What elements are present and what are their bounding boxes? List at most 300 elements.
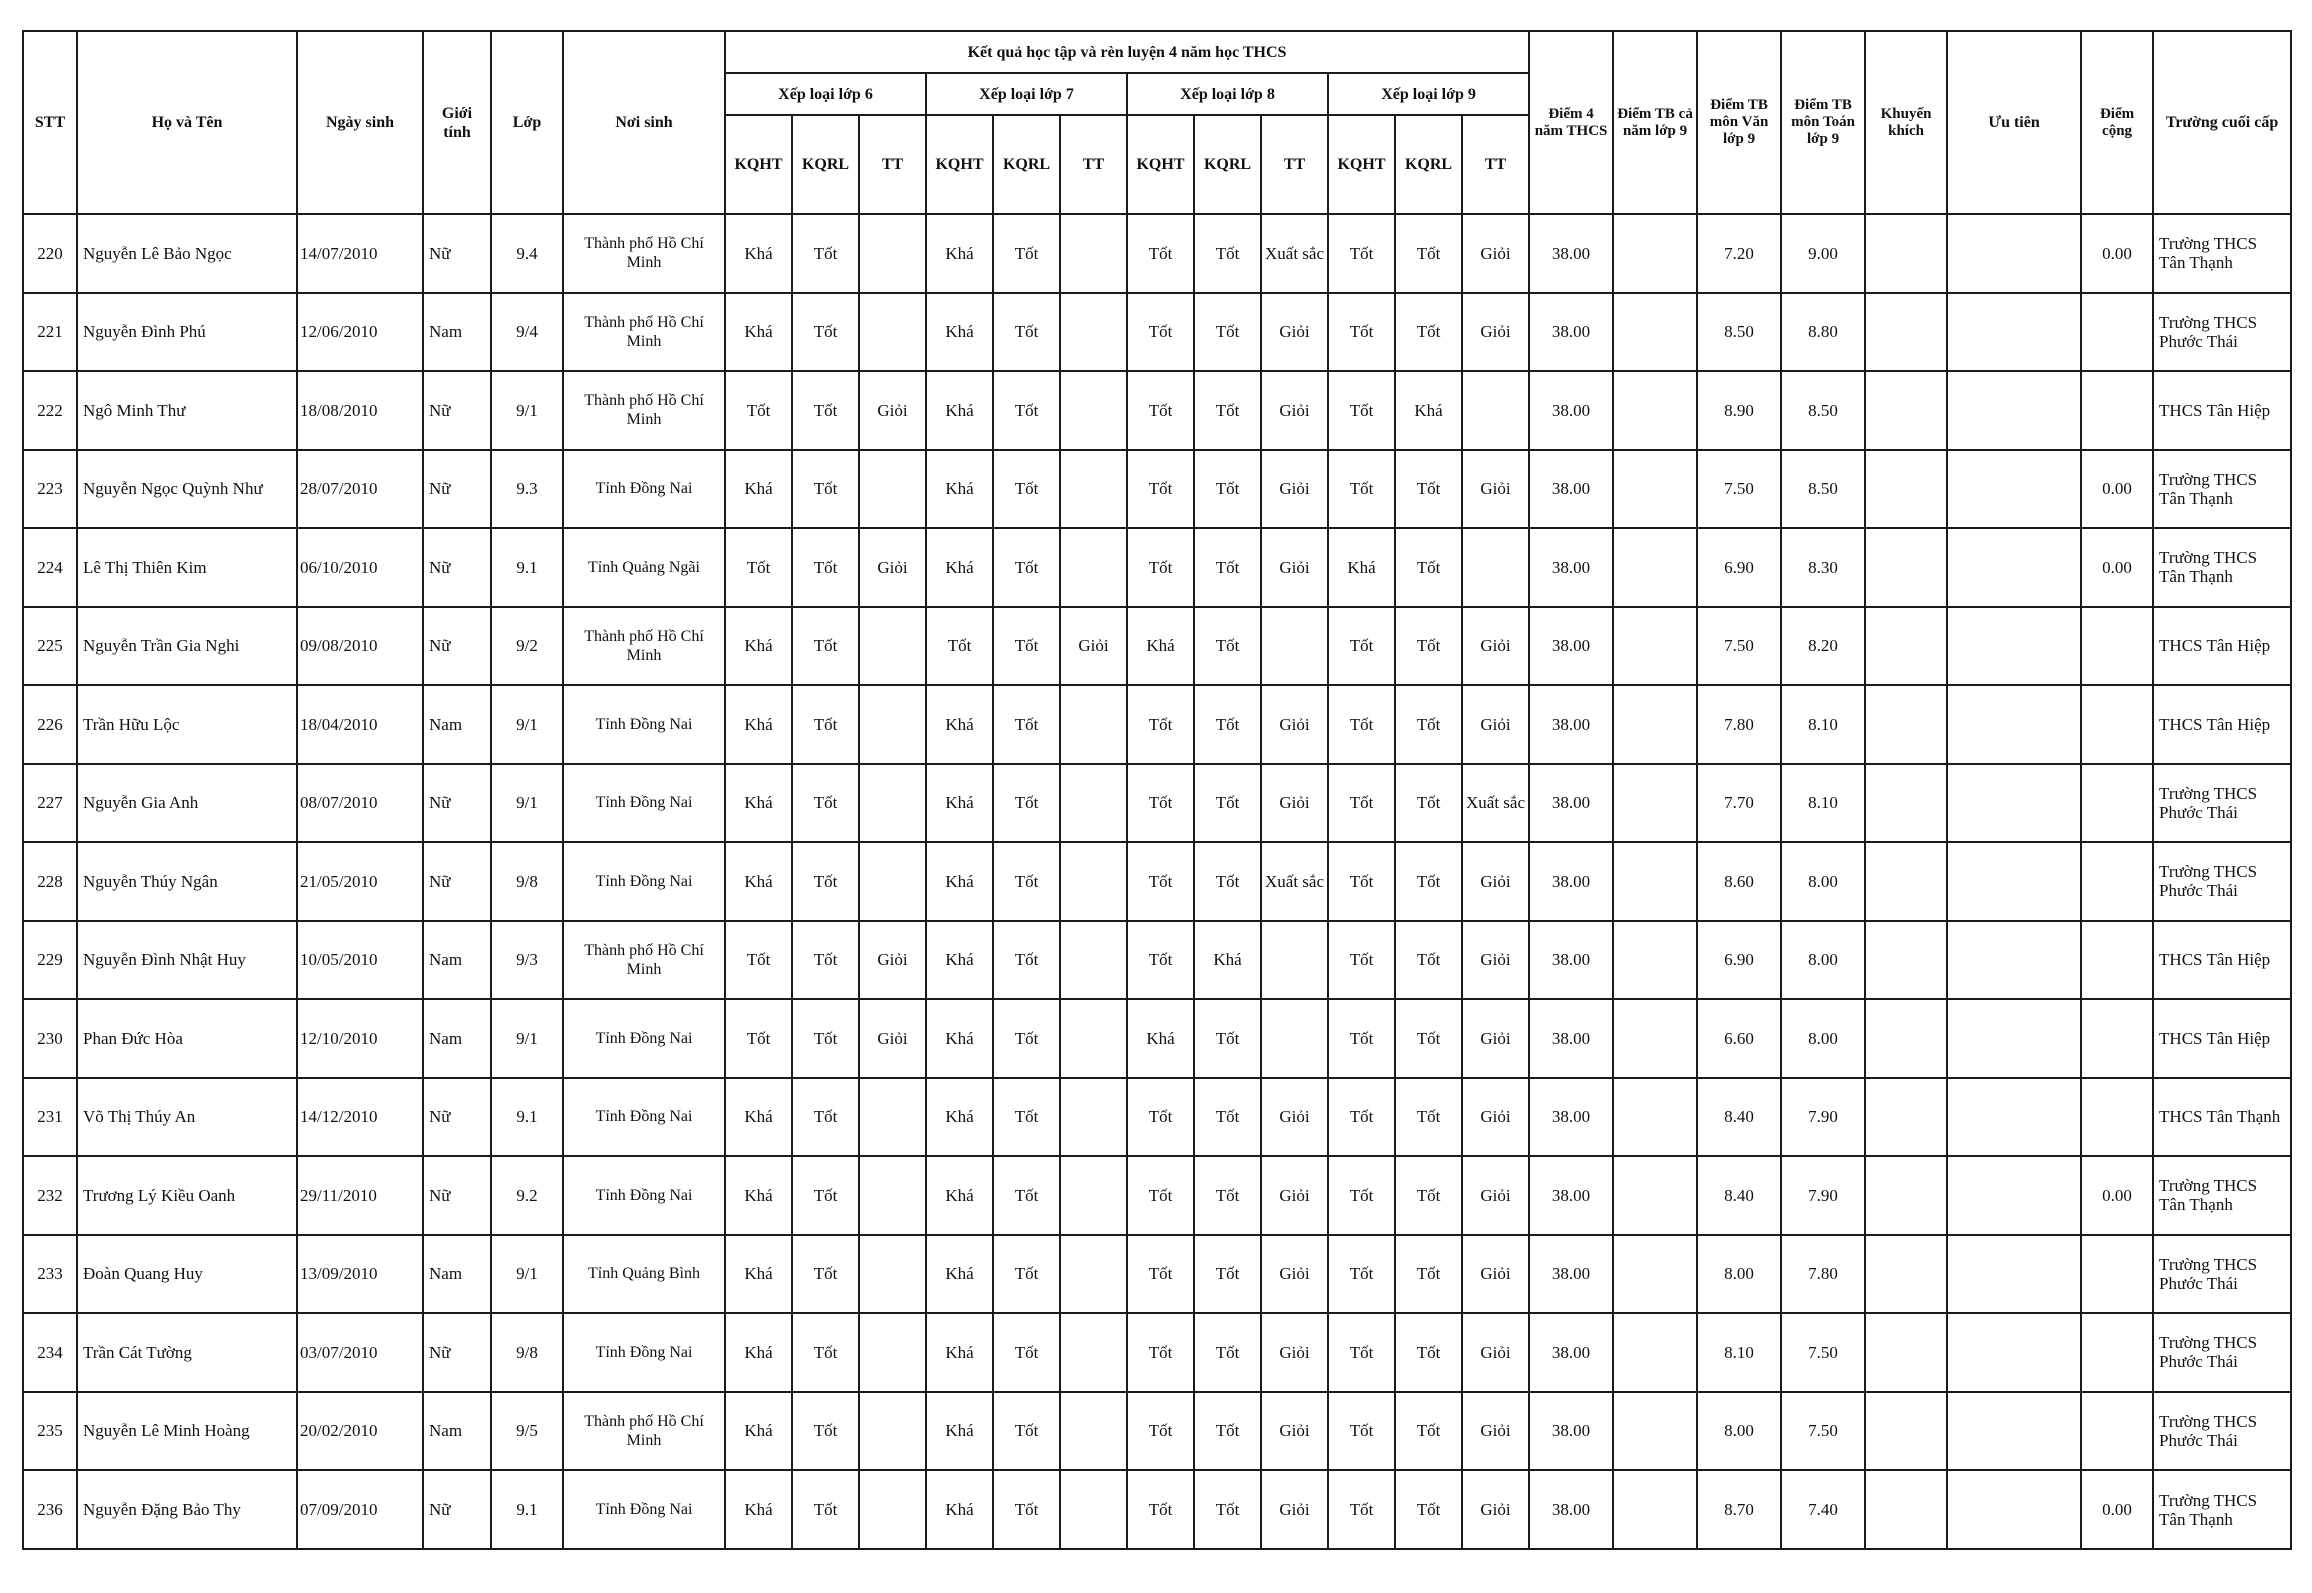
cell-math9: 8.50 [1781, 450, 1865, 529]
cell-school: Trường THCS Tân Thạnh [2153, 1156, 2291, 1235]
cell-priority [1947, 921, 2081, 1000]
cell-g8-tt: Giỏi [1261, 528, 1328, 607]
cell-name: Trần Hữu Lộc [77, 685, 297, 764]
header-avg9: Điểm TB cả năm lớp 9 [1613, 31, 1697, 214]
cell-stt: 226 [23, 685, 77, 764]
cell-avg9 [1613, 921, 1697, 1000]
cell-g8-tt: Giỏi [1261, 1078, 1328, 1157]
cell-g7-tt [1060, 1313, 1127, 1392]
cell-dob: 10/05/2010 [297, 921, 423, 1000]
cell-g9-kqrl: Tốt [1395, 214, 1462, 293]
cell-lit9: 7.70 [1697, 764, 1781, 843]
cell-priority [1947, 214, 2081, 293]
cell-g6-kqrl: Tốt [792, 528, 859, 607]
cell-math9: 7.80 [1781, 1235, 1865, 1314]
cell-score4: 38.00 [1529, 1078, 1613, 1157]
cell-bonus [2081, 1313, 2153, 1392]
cell-g9-kqht: Tốt [1328, 607, 1395, 686]
cell-g7-kqht: Khá [926, 1235, 993, 1314]
cell-stt: 231 [23, 1078, 77, 1157]
cell-bonus [2081, 607, 2153, 686]
cell-gender: Nữ [423, 214, 491, 293]
table-row [23, 1078, 2291, 1157]
table-row [23, 293, 2291, 372]
cell-g8-tt: Giỏi [1261, 1313, 1328, 1392]
cell-score4: 38.00 [1529, 293, 1613, 372]
header-school: Trường cuối cấp [2153, 31, 2291, 214]
header-tt-9: TT [1462, 115, 1529, 214]
cell-encourage [1865, 999, 1947, 1078]
header-name: Họ và Tên [77, 31, 297, 214]
cell-g6-kqrl: Tốt [792, 685, 859, 764]
table-row [23, 842, 2291, 921]
cell-g9-tt: Giỏi [1462, 607, 1529, 686]
cell-math9: 7.40 [1781, 1470, 1865, 1549]
cell-g8-tt [1261, 921, 1328, 1000]
cell-bonus [2081, 842, 2153, 921]
cell-g7-kqht: Khá [926, 685, 993, 764]
cell-school: THCS Tân Hiệp [2153, 685, 2291, 764]
cell-class: 9/5 [491, 1392, 563, 1471]
cell-g8-tt: Giỏi [1261, 371, 1328, 450]
cell-birthplace: Tỉnh Đồng Nai [563, 764, 725, 843]
cell-stt: 223 [23, 450, 77, 529]
table-row [23, 1156, 2291, 1235]
cell-lit9: 7.80 [1697, 685, 1781, 764]
cell-g6-kqht: Khá [725, 1235, 792, 1314]
cell-birthplace: Tỉnh Quảng Ngãi [563, 528, 725, 607]
cell-g9-kqht: Tốt [1328, 842, 1395, 921]
cell-gender: Nữ [423, 764, 491, 843]
cell-g8-tt: Giỏi [1261, 1470, 1328, 1549]
cell-g8-kqht: Tốt [1127, 842, 1194, 921]
cell-math9: 7.90 [1781, 1156, 1865, 1235]
cell-g9-kqht: Tốt [1328, 921, 1395, 1000]
cell-bonus: 0.00 [2081, 450, 2153, 529]
cell-g6-kqrl: Tốt [792, 1156, 859, 1235]
cell-gender: Nữ [423, 1313, 491, 1392]
cell-g9-tt: Giỏi [1462, 293, 1529, 372]
cell-avg9 [1613, 528, 1697, 607]
cell-school: Trường THCS Phước Thái [2153, 764, 2291, 843]
cell-gender: Nam [423, 685, 491, 764]
cell-g8-tt [1261, 607, 1328, 686]
cell-score4: 38.00 [1529, 921, 1613, 1000]
cell-name: Nguyễn Ngọc Quỳnh Như [77, 450, 297, 529]
cell-gender: Nữ [423, 842, 491, 921]
table-row [23, 921, 2291, 1000]
cell-g6-tt [859, 1470, 926, 1549]
cell-math9: 7.50 [1781, 1392, 1865, 1471]
cell-priority [1947, 371, 2081, 450]
cell-g9-tt: Giỏi [1462, 214, 1529, 293]
cell-priority [1947, 450, 2081, 529]
cell-g8-kqht: Tốt [1127, 1078, 1194, 1157]
cell-stt: 233 [23, 1235, 77, 1314]
cell-birthplace: Tỉnh Đồng Nai [563, 1156, 725, 1235]
cell-name: Nguyễn Trần Gia Nghi [77, 607, 297, 686]
cell-name: Nguyễn Lê Bảo Ngọc [77, 214, 297, 293]
cell-birthplace: Tỉnh Quảng Bình [563, 1235, 725, 1314]
cell-g6-tt [859, 842, 926, 921]
table-row [23, 528, 2291, 607]
cell-encourage [1865, 371, 1947, 450]
cell-math9: 8.10 [1781, 685, 1865, 764]
cell-g9-kqrl: Tốt [1395, 1392, 1462, 1471]
cell-math9: 8.80 [1781, 293, 1865, 372]
cell-score4: 38.00 [1529, 1235, 1613, 1314]
cell-dob: 08/07/2010 [297, 764, 423, 843]
cell-g7-tt [1060, 1078, 1127, 1157]
cell-g7-kqrl: Tốt [993, 685, 1060, 764]
cell-g6-tt [859, 1235, 926, 1314]
cell-g6-kqht: Tốt [725, 999, 792, 1078]
header-grade-9: Xếp loại lớp 9 [1328, 73, 1529, 115]
cell-dob: 13/09/2010 [297, 1235, 423, 1314]
cell-encourage [1865, 921, 1947, 1000]
cell-birthplace: Tỉnh Đồng Nai [563, 1078, 725, 1157]
cell-g7-tt [1060, 1156, 1127, 1235]
cell-math9: 8.30 [1781, 528, 1865, 607]
cell-g7-kqht: Khá [926, 371, 993, 450]
table-row [23, 764, 2291, 843]
table-row [23, 1313, 2291, 1392]
cell-priority [1947, 764, 2081, 843]
cell-g9-kqrl: Tốt [1395, 999, 1462, 1078]
cell-gender: Nam [423, 999, 491, 1078]
cell-gender: Nam [423, 293, 491, 372]
cell-g7-kqrl: Tốt [993, 921, 1060, 1000]
cell-g6-kqrl: Tốt [792, 214, 859, 293]
table-row [23, 685, 2291, 764]
cell-g8-kqht: Tốt [1127, 1156, 1194, 1235]
cell-g7-kqht: Khá [926, 1156, 993, 1235]
cell-g6-tt: Giỏi [859, 371, 926, 450]
cell-g6-kqrl: Tốt [792, 1392, 859, 1471]
table-header [23, 31, 2291, 214]
cell-g8-kqht: Tốt [1127, 921, 1194, 1000]
cell-bonus: 0.00 [2081, 1470, 2153, 1549]
cell-school: Trường THCS Tân Thạnh [2153, 214, 2291, 293]
cell-stt: 234 [23, 1313, 77, 1392]
cell-g8-tt: Xuất sắc [1261, 842, 1328, 921]
cell-dob: 20/02/2010 [297, 1392, 423, 1471]
cell-g9-tt: Giỏi [1462, 1392, 1529, 1471]
cell-name: Đoàn Quang Huy [77, 1235, 297, 1314]
cell-stt: 236 [23, 1470, 77, 1549]
cell-class: 9/1 [491, 371, 563, 450]
cell-score4: 38.00 [1529, 1392, 1613, 1471]
cell-lit9: 8.40 [1697, 1078, 1781, 1157]
cell-dob: 12/06/2010 [297, 293, 423, 372]
cell-g9-kqht: Tốt [1328, 1156, 1395, 1235]
cell-g7-tt [1060, 921, 1127, 1000]
cell-g6-kqrl: Tốt [792, 450, 859, 529]
cell-priority [1947, 1470, 2081, 1549]
cell-g9-kqht: Tốt [1328, 214, 1395, 293]
header-kqht-8: KQHT [1127, 115, 1194, 214]
cell-g9-kqrl: Tốt [1395, 921, 1462, 1000]
cell-g6-kqrl: Tốt [792, 1313, 859, 1392]
cell-gender: Nữ [423, 371, 491, 450]
cell-g8-kqht: Tốt [1127, 214, 1194, 293]
cell-avg9 [1613, 1156, 1697, 1235]
cell-g6-tt [859, 450, 926, 529]
cell-encourage [1865, 450, 1947, 529]
cell-birthplace: Thành phố Hồ Chí Minh [563, 921, 725, 1000]
cell-lit9: 7.20 [1697, 214, 1781, 293]
cell-birthplace: Thành phố Hồ Chí Minh [563, 371, 725, 450]
cell-score4: 38.00 [1529, 685, 1613, 764]
cell-g7-tt: Giỏi [1060, 607, 1127, 686]
header-encourage: Khuyến khích [1865, 31, 1947, 214]
cell-score4: 38.00 [1529, 999, 1613, 1078]
cell-lit9: 7.50 [1697, 607, 1781, 686]
cell-name: Trần Cát Tường [77, 1313, 297, 1392]
cell-g7-tt [1060, 1470, 1127, 1549]
cell-g6-kqht: Khá [725, 450, 792, 529]
cell-g9-kqrl: Tốt [1395, 450, 1462, 529]
cell-priority [1947, 1078, 2081, 1157]
cell-class: 9.1 [491, 528, 563, 607]
cell-g8-kqrl: Khá [1194, 921, 1261, 1000]
cell-gender: Nam [423, 1392, 491, 1471]
cell-g9-tt: Giỏi [1462, 1313, 1529, 1392]
cell-g9-tt [1462, 371, 1529, 450]
cell-bonus: 0.00 [2081, 214, 2153, 293]
header-priority: Ưu tiên [1947, 31, 2081, 214]
cell-g7-kqht: Khá [926, 214, 993, 293]
cell-g9-kqht: Tốt [1328, 1235, 1395, 1314]
cell-g8-kqht: Tốt [1127, 1235, 1194, 1314]
cell-avg9 [1613, 685, 1697, 764]
header-kqrl-8: KQRL [1194, 115, 1261, 214]
cell-g7-kqrl: Tốt [993, 607, 1060, 686]
cell-g8-kqht: Tốt [1127, 764, 1194, 843]
cell-g7-kqht: Khá [926, 450, 993, 529]
header-lit9: Điểm TB môn Văn lớp 9 [1697, 31, 1781, 214]
header-bonus: Điểm cộng [2081, 31, 2153, 214]
cell-g9-tt: Giỏi [1462, 1156, 1529, 1235]
header-kqht-9: KQHT [1328, 115, 1395, 214]
cell-g9-kqrl: Tốt [1395, 1156, 1462, 1235]
cell-lit9: 8.40 [1697, 1156, 1781, 1235]
cell-g7-kqrl: Tốt [993, 842, 1060, 921]
cell-g9-kqht: Tốt [1328, 1392, 1395, 1471]
cell-gender: Nữ [423, 1470, 491, 1549]
cell-class: 9.1 [491, 1470, 563, 1549]
cell-g9-kqrl: Tốt [1395, 685, 1462, 764]
cell-g9-tt: Giỏi [1462, 1078, 1529, 1157]
cell-g6-tt [859, 607, 926, 686]
cell-avg9 [1613, 450, 1697, 529]
cell-avg9 [1613, 1235, 1697, 1314]
cell-g7-kqrl: Tốt [993, 214, 1060, 293]
cell-g8-kqht: Khá [1127, 999, 1194, 1078]
cell-g7-tt [1060, 1392, 1127, 1471]
cell-encourage [1865, 1235, 1947, 1314]
cell-g8-kqrl: Tốt [1194, 1392, 1261, 1471]
cell-dob: 14/12/2010 [297, 1078, 423, 1157]
header-tt-6: TT [859, 115, 926, 214]
cell-avg9 [1613, 1078, 1697, 1157]
cell-g8-tt: Giỏi [1261, 1156, 1328, 1235]
cell-priority [1947, 685, 2081, 764]
cell-g8-kqrl: Tốt [1194, 1313, 1261, 1392]
cell-g6-kqht: Khá [725, 1470, 792, 1549]
cell-stt: 227 [23, 764, 77, 843]
cell-g7-tt [1060, 528, 1127, 607]
cell-g7-tt [1060, 685, 1127, 764]
cell-class: 9/2 [491, 607, 563, 686]
cell-score4: 38.00 [1529, 764, 1613, 843]
cell-avg9 [1613, 1392, 1697, 1471]
cell-lit9: 8.00 [1697, 1392, 1781, 1471]
cell-class: 9/8 [491, 1313, 563, 1392]
cell-g8-kqrl: Tốt [1194, 214, 1261, 293]
cell-school: Trường THCS Phước Thái [2153, 1392, 2291, 1471]
cell-g7-tt [1060, 450, 1127, 529]
cell-stt: 224 [23, 528, 77, 607]
cell-g7-kqrl: Tốt [993, 293, 1060, 372]
cell-lit9: 8.00 [1697, 1235, 1781, 1314]
cell-dob: 14/07/2010 [297, 214, 423, 293]
cell-bonus [2081, 921, 2153, 1000]
cell-class: 9/1 [491, 685, 563, 764]
cell-g6-kqht: Khá [725, 764, 792, 843]
cell-score4: 38.00 [1529, 528, 1613, 607]
cell-class: 9/4 [491, 293, 563, 372]
cell-math9: 8.00 [1781, 842, 1865, 921]
cell-birthplace: Thành phố Hồ Chí Minh [563, 214, 725, 293]
cell-priority [1947, 607, 2081, 686]
cell-g8-kqht: Tốt [1127, 450, 1194, 529]
cell-g7-kqrl: Tốt [993, 371, 1060, 450]
cell-g7-kqrl: Tốt [993, 1470, 1060, 1549]
cell-g9-tt: Giỏi [1462, 999, 1529, 1078]
cell-school: Trường THCS Phước Thái [2153, 1235, 2291, 1314]
cell-stt: 228 [23, 842, 77, 921]
cell-birthplace: Tỉnh Đồng Nai [563, 1313, 725, 1392]
cell-name: Phan Đức Hòa [77, 999, 297, 1078]
cell-g9-kqht: Tốt [1328, 293, 1395, 372]
table-row [23, 371, 2291, 450]
cell-stt: 221 [23, 293, 77, 372]
cell-g7-kqrl: Tốt [993, 1156, 1060, 1235]
cell-name: Nguyễn Đình Nhật Huy [77, 921, 297, 1000]
header-tt-7: TT [1060, 115, 1127, 214]
cell-priority [1947, 528, 2081, 607]
cell-dob: 03/07/2010 [297, 1313, 423, 1392]
cell-g6-kqrl: Tốt [792, 764, 859, 843]
cell-g6-tt: Giỏi [859, 528, 926, 607]
cell-bonus [2081, 371, 2153, 450]
cell-g9-tt: Giỏi [1462, 450, 1529, 529]
cell-stt: 222 [23, 371, 77, 450]
cell-g7-kqht: Tốt [926, 607, 993, 686]
cell-encourage [1865, 842, 1947, 921]
cell-g8-tt: Giỏi [1261, 1392, 1328, 1471]
cell-g8-tt [1261, 999, 1328, 1078]
cell-encourage [1865, 1156, 1947, 1235]
cell-g7-kqrl: Tốt [993, 764, 1060, 843]
cell-math9: 8.00 [1781, 999, 1865, 1078]
cell-avg9 [1613, 293, 1697, 372]
cell-lit9: 8.60 [1697, 842, 1781, 921]
cell-score4: 38.00 [1529, 1156, 1613, 1235]
cell-lit9: 8.50 [1697, 293, 1781, 372]
cell-g6-tt [859, 293, 926, 372]
cell-name: Trương Lý Kiều Oanh [77, 1156, 297, 1235]
cell-g8-kqht: Tốt [1127, 1392, 1194, 1471]
cell-g6-tt [859, 1078, 926, 1157]
cell-avg9 [1613, 607, 1697, 686]
cell-g7-kqht: Khá [926, 921, 993, 1000]
cell-encourage [1865, 1392, 1947, 1471]
table-row [23, 999, 2291, 1078]
table-row [23, 1470, 2291, 1549]
cell-bonus [2081, 1078, 2153, 1157]
cell-encourage [1865, 685, 1947, 764]
cell-avg9 [1613, 764, 1697, 843]
cell-dob: 09/08/2010 [297, 607, 423, 686]
cell-g9-tt: Giỏi [1462, 685, 1529, 764]
cell-priority [1947, 1235, 2081, 1314]
header-math9: Điểm TB môn Toán lớp 9 [1781, 31, 1865, 214]
cell-dob: 29/11/2010 [297, 1156, 423, 1235]
cell-g8-kqrl: Tốt [1194, 764, 1261, 843]
cell-dob: 18/08/2010 [297, 371, 423, 450]
cell-g9-kqht: Tốt [1328, 1078, 1395, 1157]
cell-dob: 12/10/2010 [297, 999, 423, 1078]
cell-g8-kqht: Tốt [1127, 371, 1194, 450]
cell-g8-tt: Giỏi [1261, 764, 1328, 843]
cell-stt: 235 [23, 1392, 77, 1471]
cell-g6-kqht: Khá [725, 214, 792, 293]
cell-avg9 [1613, 999, 1697, 1078]
cell-g6-kqht: Khá [725, 1392, 792, 1471]
cell-g7-tt [1060, 293, 1127, 372]
cell-g9-kqht: Tốt [1328, 450, 1395, 529]
cell-birthplace: Thành phố Hồ Chí Minh [563, 1392, 725, 1471]
cell-name: Lê Thị Thiên Kim [77, 528, 297, 607]
cell-g9-kqrl: Tốt [1395, 1470, 1462, 1549]
cell-class: 9/3 [491, 921, 563, 1000]
cell-priority [1947, 1392, 2081, 1471]
cell-lit9: 6.60 [1697, 999, 1781, 1078]
header-stt: STT [23, 31, 77, 214]
cell-gender: Nữ [423, 607, 491, 686]
cell-g9-kqht: Tốt [1328, 685, 1395, 764]
table-body [23, 214, 2291, 1549]
cell-g6-tt [859, 764, 926, 843]
cell-g6-tt: Giỏi [859, 921, 926, 1000]
cell-class: 9.4 [491, 214, 563, 293]
cell-g9-kqht: Tốt [1328, 764, 1395, 843]
cell-name: Nguyễn Đình Phú [77, 293, 297, 372]
cell-g9-kqht: Tốt [1328, 999, 1395, 1078]
cell-g8-tt: Giỏi [1261, 293, 1328, 372]
cell-name: Nguyễn Lê Minh Hoàng [77, 1392, 297, 1471]
cell-dob: 28/07/2010 [297, 450, 423, 529]
header-dob: Ngày sinh [297, 31, 423, 214]
cell-g6-tt [859, 214, 926, 293]
cell-g6-kqrl: Tốt [792, 607, 859, 686]
header-kqht-7: KQHT [926, 115, 993, 214]
cell-g8-tt: Giỏi [1261, 685, 1328, 764]
cell-g6-kqrl: Tốt [792, 293, 859, 372]
cell-bonus [2081, 1235, 2153, 1314]
